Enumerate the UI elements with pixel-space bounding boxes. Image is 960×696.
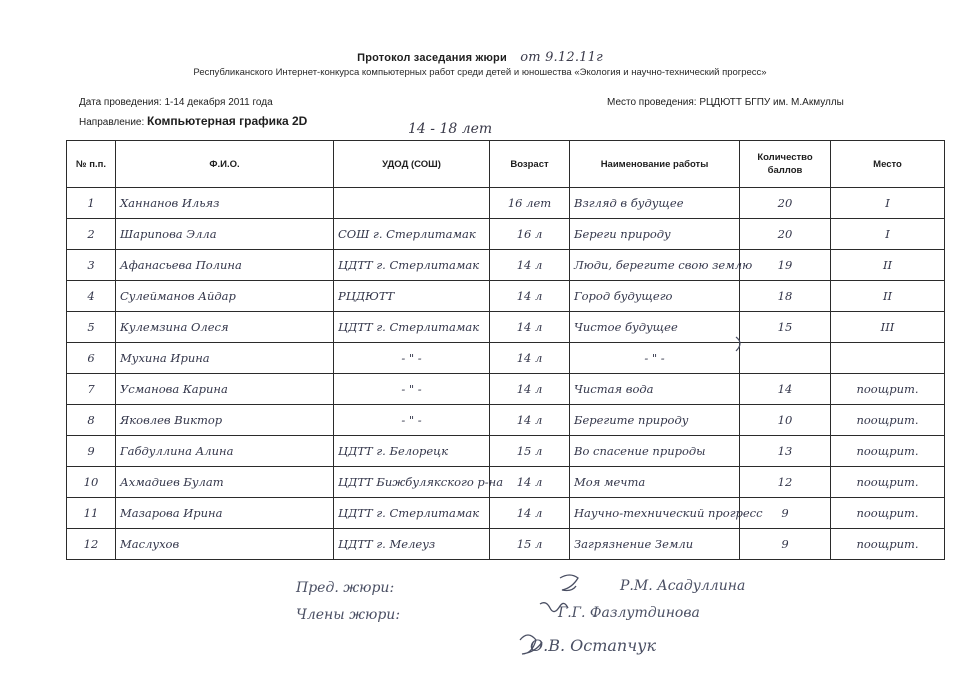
- table-row: [67, 374, 945, 405]
- cell-place: поощрит.: [831, 436, 945, 467]
- cell-name: Мухина Ирина: [116, 343, 334, 374]
- results-table: [66, 140, 945, 560]
- table-row: [67, 405, 945, 436]
- cell-place: [831, 343, 945, 374]
- cell-work: Город будущего: [570, 281, 740, 312]
- cell-age: 16 лет: [490, 188, 570, 219]
- member1-name: Г.Г. Фазлутдинова: [558, 605, 700, 621]
- cell-score: 18: [740, 281, 831, 312]
- cell-score: 15: [740, 312, 831, 343]
- table-row: [67, 436, 945, 467]
- cell-work: Моя мечта: [570, 467, 740, 498]
- protocol-title: [0, 50, 960, 65]
- cell-work: Люди, берегите свою землю: [570, 250, 740, 281]
- cell-place: поощрит.: [831, 374, 945, 405]
- cell-work: Чистое будущее: [570, 312, 740, 343]
- cell-name: Шарипова Элла: [116, 219, 334, 250]
- cell-age: 14 л: [490, 250, 570, 281]
- age-note: 14 - 18 лет: [408, 121, 493, 137]
- cell-number: 6: [67, 343, 116, 374]
- cell-work: Загрязнение Земли: [570, 529, 740, 560]
- cell-school: ЦДТТ г. Стерлитамак: [334, 498, 490, 529]
- cell-name: Сулейманов Айдар: [116, 281, 334, 312]
- cell-name: Габдуллина Алина: [116, 436, 334, 467]
- cell-place: I: [831, 188, 945, 219]
- cell-age: 14 л: [490, 467, 570, 498]
- cell-number: 3: [67, 250, 116, 281]
- cell-age: 14 л: [490, 498, 570, 529]
- cell-place: поощрит.: [831, 529, 945, 560]
- cell-number: 7: [67, 374, 116, 405]
- cell-score: 9: [740, 529, 831, 560]
- cell-score: 13: [740, 436, 831, 467]
- cell-name: Афанасьева Полина: [116, 250, 334, 281]
- cell-name: Маслухов: [116, 529, 334, 560]
- cell-place: II: [831, 281, 945, 312]
- title-handwritten-date: от 9.12.11г: [520, 50, 603, 65]
- cell-school: ЦДТТ г. Стерлитамак: [334, 250, 490, 281]
- cell-number: 2: [67, 219, 116, 250]
- col-header-work: Наименование работы: [570, 141, 740, 188]
- direction-line: [79, 114, 307, 128]
- cell-age: 14 л: [490, 343, 570, 374]
- cell-work: Во спасение природы: [570, 436, 740, 467]
- col-header-number: № п.п.: [67, 141, 116, 188]
- table-row: [67, 529, 945, 560]
- signature-scribble-chair: [560, 575, 578, 591]
- cell-place: II: [831, 250, 945, 281]
- cell-school: - " -: [334, 374, 490, 405]
- cell-place: III: [831, 312, 945, 343]
- cell-number: 4: [67, 281, 116, 312]
- cell-number: 9: [67, 436, 116, 467]
- col-header-age: Возраст: [490, 141, 570, 188]
- cell-school: ЦДТТ г. Мелеуз: [334, 529, 490, 560]
- col-header-place: Место: [831, 141, 945, 188]
- cell-score: 20: [740, 219, 831, 250]
- cell-work: Берегите природу: [570, 405, 740, 436]
- cell-place: поощрит.: [831, 498, 945, 529]
- cell-age: 14 л: [490, 281, 570, 312]
- cell-score: 19: [740, 250, 831, 281]
- cell-name: Мазарова Ирина: [116, 498, 334, 529]
- cell-school: ЦДТТ г. Стерлитамак: [334, 312, 490, 343]
- cell-name: Ахмадиев Булат: [116, 467, 334, 498]
- table-row: [67, 467, 945, 498]
- cell-score: 12: [740, 467, 831, 498]
- member2-name: О.В. Остапчук: [530, 636, 657, 655]
- cell-age: 15 л: [490, 436, 570, 467]
- cell-number: 8: [67, 405, 116, 436]
- table-row: [67, 281, 945, 312]
- cell-name: Ханнанов Ильяз: [116, 188, 334, 219]
- chair-label: Пред. жюри:: [296, 580, 395, 596]
- cell-name: Усманова Карина: [116, 374, 334, 405]
- table-row: [67, 188, 945, 219]
- cell-school: [334, 188, 490, 219]
- cell-age: 14 л: [490, 374, 570, 405]
- title-text: Протокол заседания жюри: [357, 52, 507, 64]
- table-row: [67, 312, 945, 343]
- cell-school: РЦДЮТТ: [334, 281, 490, 312]
- col-header-school: УДОД (СОШ): [334, 141, 490, 188]
- cell-score: 9: [740, 498, 831, 529]
- table-header-row: [67, 141, 945, 188]
- cell-name: Кулемзина Олеся: [116, 312, 334, 343]
- cell-number: 11: [67, 498, 116, 529]
- cell-place: поощрит.: [831, 405, 945, 436]
- cell-number: 12: [67, 529, 116, 560]
- direction-value: Компьютерная графика 2D: [147, 114, 308, 128]
- cell-school: ЦДТТ г. Белорецк: [334, 436, 490, 467]
- cell-age: 15 л: [490, 529, 570, 560]
- cell-school: ЦДТТ Бижбулякского р-на: [334, 467, 490, 498]
- cell-name: Яковлев Виктор: [116, 405, 334, 436]
- cell-work: Береги природу: [570, 219, 740, 250]
- cell-work: Взгляд в будущее: [570, 188, 740, 219]
- cell-work: Научно-технический прогресс: [570, 498, 740, 529]
- cell-age: 16 л: [490, 219, 570, 250]
- cell-score: 20: [740, 188, 831, 219]
- direction-label: Направление:: [79, 117, 145, 128]
- cell-score: 14: [740, 374, 831, 405]
- cell-school: - " -: [334, 343, 490, 374]
- date-line: Дата проведения: 1-14 декабря 2011 года: [79, 97, 273, 108]
- cell-age: 14 л: [490, 312, 570, 343]
- members-label: Члены жюри:: [296, 607, 401, 623]
- cell-place: I: [831, 219, 945, 250]
- cell-number: 5: [67, 312, 116, 343]
- table-row: [67, 343, 945, 374]
- contest-subtitle: Республиканского Интернет-конкурса компьютерных работ среди детей и юношества «Экология и научно-технический прогресс»: [193, 67, 767, 78]
- cell-work: Чистая вода: [570, 374, 740, 405]
- chair-name: Р.М. Асадуллина: [620, 578, 746, 594]
- table-row: [67, 498, 945, 529]
- cell-work: - " -: [570, 343, 740, 374]
- table-row: [67, 219, 945, 250]
- col-header-name: Ф.И.О.: [116, 141, 334, 188]
- cell-age: 14 л: [490, 405, 570, 436]
- cell-score: 10: [740, 405, 831, 436]
- cell-number: 10: [67, 467, 116, 498]
- place-line: Место проведения: РЦДЮТТ БГПУ им. М.Акмуллы: [607, 97, 844, 108]
- cell-score: [740, 343, 831, 374]
- cell-school: СОШ г. Стерлитамак: [334, 219, 490, 250]
- cell-number: 1: [67, 188, 116, 219]
- col-header-score: Количество баллов: [740, 141, 831, 188]
- cell-school: - " -: [334, 405, 490, 436]
- cell-place: поощрит.: [831, 467, 945, 498]
- table-row: [67, 250, 945, 281]
